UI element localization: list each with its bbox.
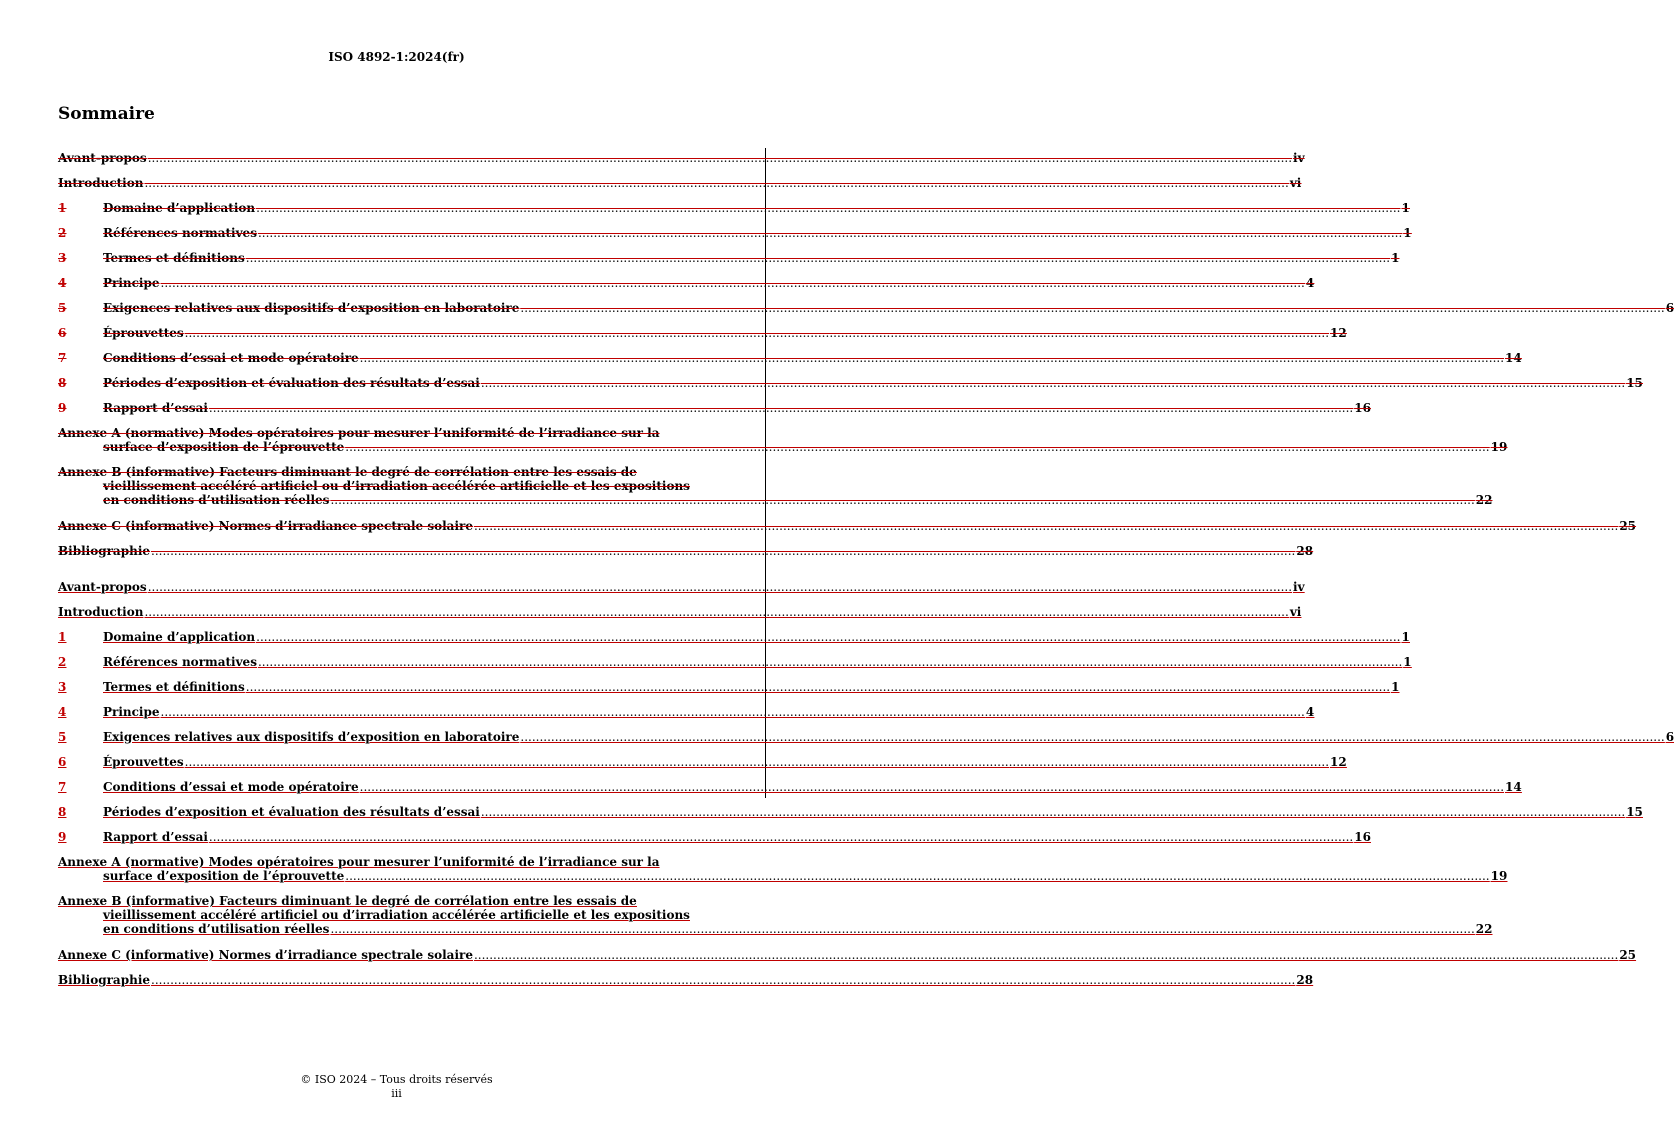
toc-page-number: 19 — [1490, 440, 1508, 454]
toc-entry[interactable] — [58, 705, 1315, 719]
toc-entry[interactable] — [58, 401, 1371, 415]
toc-entry-number: 4 — [58, 276, 67, 290]
toc-dot-leader: ............................................................................................................................................................................................................................................................................................................ — [256, 201, 1401, 215]
toc-dot-leader: ............................................................................................................................................................................................................................................................................................................ — [256, 630, 1401, 644]
toc-page-number: 12 — [1330, 755, 1347, 769]
toc-dot-leader: ............................................................................................................................................................................................................................................................................................................ — [345, 869, 1490, 883]
toc-entry-title: Rapport d’essai — [103, 401, 208, 415]
toc-entry[interactable] — [58, 151, 1305, 165]
toc-entry-title: Conditions d’essai et mode opératoire — [103, 780, 359, 794]
toc-entry[interactable] — [58, 948, 1637, 962]
page-footer — [0, 1073, 793, 1101]
toc-entry-title: Domaine d’application — [103, 630, 256, 644]
toc-dot-leader: ............................................................................................................................................................................................................................................................................................................ — [184, 326, 1330, 340]
toc-entry[interactable] — [58, 519, 1637, 533]
toc-entry[interactable] — [58, 805, 1643, 819]
toc-page-number: 4 — [1305, 705, 1315, 719]
toc-page-number: 1 — [1403, 655, 1412, 669]
toc-entry-number: 3 — [58, 251, 67, 265]
toc-dot-leader: ............................................................................................................................................................................................................................................................................................................ — [359, 780, 1505, 794]
toc-page-number: iv — [1293, 580, 1305, 594]
toc-dot-leader: ............................................................................................................................................................................................................................................................................................................ — [151, 973, 1296, 987]
toc-dot-leader: ............................................................................................................................................................................................................................................................................................................ — [144, 605, 1289, 619]
toc-entry-title: Exigences relatives aux dispositifs d’exposition en laboratoire — [103, 301, 520, 315]
toc-entry[interactable] — [58, 201, 1410, 215]
toc-entry[interactable] — [58, 855, 1508, 883]
toc-page-number: 1 — [1401, 201, 1410, 215]
toc-entry-title: en conditions d’utilisation réelles — [103, 922, 330, 936]
toc-page-number: 16 — [1354, 830, 1371, 844]
toc-entry-title: Bibliographie — [58, 973, 151, 987]
toc-entry-number: 1 — [58, 201, 67, 215]
toc-dot-leader: ............................................................................................................................................................................................................................................................................................................ — [184, 755, 1330, 769]
toc-dot-leader: ............................................................................................................................................................................................................................................................................................................ — [160, 705, 1305, 719]
toc-entry[interactable] — [58, 301, 1674, 315]
toc-dot-leader: ............................................................................................................................................................................................................................................................................................................ — [520, 730, 1665, 744]
toc-dot-leader: ............................................................................................................................................................................................................................................................................................................ — [473, 948, 1619, 962]
page-title: Sommaire — [58, 104, 155, 124]
toc-dot-leader: ............................................................................................................................................................................................................................................................................................................ — [160, 276, 1305, 290]
toc-page-number: 14 — [1505, 780, 1522, 794]
toc-entry[interactable] — [58, 176, 1302, 190]
page-number: iii — [391, 1087, 402, 1100]
toc-page-number: 6 — [1665, 730, 1674, 744]
toc-page-number: vi — [1289, 605, 1302, 619]
toc-dot-leader: ............................................................................................................................................................................................................................................................................................................ — [480, 805, 1626, 819]
toc-dot-leader: ............................................................................................................................................................................................................................................................................................................ — [257, 226, 1403, 240]
toc-entry[interactable] — [58, 326, 1347, 340]
toc-entry-title: Conditions d’essai et mode opératoire — [103, 351, 359, 365]
toc-entry-number: 8 — [58, 376, 67, 390]
toc-dot-leader: ............................................................................................................................................................................................................................................................................................................ — [345, 440, 1490, 454]
toc-entry-title: Annexe A (normative) Modes opératoires pour mesurer l’uniformité de l’irradiance sur la — [58, 855, 660, 869]
toc-entry[interactable] — [58, 465, 1493, 507]
toc-page-number: 15 — [1626, 805, 1643, 819]
toc-page-number: 16 — [1354, 401, 1371, 415]
toc-dot-leader: ............................................................................................................................................................................................................................................................................................................ — [245, 680, 1391, 694]
toc-dot-leader: ............................................................................................................................................................................................................................................................................................................ — [151, 544, 1296, 558]
toc-dot-leader: ............................................................................................................................................................................................................................................................................................................ — [359, 351, 1505, 365]
toc-page-number: 6 — [1665, 301, 1674, 315]
toc-entry[interactable] — [58, 351, 1522, 365]
toc-entry-number: 7 — [58, 351, 67, 365]
toc-entry[interactable] — [58, 605, 1302, 619]
toc-dot-leader: ............................................................................................................................................................................................................................................................................................................ — [480, 376, 1626, 390]
toc-entry-title: Références normatives — [103, 226, 257, 240]
toc-entry-title: Rapport d’essai — [103, 830, 208, 844]
toc-entry-title: vieillissement accéléré artificiel ou d’irradiation accélérée artificielle et les expositions — [103, 908, 690, 922]
toc-entry-title: Annexe C (informative) Normes d’irradiance spectrale solaire — [58, 948, 473, 962]
toc-entry-title: Avant-propos — [58, 580, 147, 594]
toc-entry-number: 3 — [58, 680, 67, 694]
toc-entry-title: Principe — [103, 276, 160, 290]
toc-page-number: 1 — [1391, 680, 1400, 694]
toc-entry-title: en conditions d’utilisation réelles — [103, 493, 330, 507]
toc-entry-number: 9 — [58, 830, 67, 844]
toc-entry-title: vieillissement accéléré artificiel ou d’irradiation accélérée artificielle et les expositions — [103, 479, 690, 493]
toc-page-number: 12 — [1330, 326, 1347, 340]
toc-entry-number: 5 — [58, 301, 67, 315]
toc-entry[interactable] — [58, 894, 1493, 936]
toc-dot-leader: ............................................................................................................................................................................................................................................................................................................ — [208, 401, 1354, 415]
toc-dot-leader: ............................................................................................................................................................................................................................................................................................................ — [245, 251, 1391, 265]
toc-page-number: 28 — [1296, 544, 1314, 558]
toc-dot-leader: ............................................................................................................................................................................................................................................................................................................ — [473, 519, 1619, 533]
toc-entry-title: Annexe A (normative) Modes opératoires pour mesurer l’uniformité de l’irradiance sur la — [58, 426, 660, 440]
toc-dot-leader: ............................................................................................................................................................................................................................................................................................................ — [330, 493, 1475, 507]
toc-entry-number: 2 — [58, 226, 67, 240]
toc-page-number: 19 — [1490, 869, 1508, 883]
toc-dot-leader: ............................................................................................................................................................................................................................................................................................................ — [520, 301, 1665, 315]
toc-dot-leader: ............................................................................................................................................................................................................................................................................................................ — [144, 176, 1289, 190]
toc-page-number: 4 — [1305, 276, 1315, 290]
toc-entry-title: Introduction — [58, 605, 144, 619]
toc-page-number: vi — [1289, 176, 1302, 190]
toc-page-number: iv — [1293, 151, 1305, 165]
toc-entry-title: Introduction — [58, 176, 144, 190]
toc-entry-number: 8 — [58, 805, 67, 819]
toc-entry-number: 1 — [58, 630, 67, 644]
toc-entry[interactable] — [58, 251, 1400, 265]
toc-entry[interactable] — [58, 830, 1371, 844]
toc-entry-title: Termes et définitions — [103, 680, 245, 694]
toc-entry-title: Annexe B (informative) Facteurs diminuant le degré de corrélation entre les essais de — [58, 894, 637, 908]
toc-entry-number: 2 — [58, 655, 67, 669]
toc-entry-title: Périodes d’exposition et évaluation des résultats d’essai — [103, 376, 480, 390]
copyright-notice: © ISO 2024 – Tous droits réservés — [300, 1073, 493, 1086]
toc-entry-number: 4 — [58, 705, 67, 719]
toc-page-number: 25 — [1619, 519, 1637, 533]
toc-page-number: 1 — [1403, 226, 1412, 240]
toc-entry[interactable] — [58, 276, 1315, 290]
toc-entry-title: Éprouvettes — [103, 326, 184, 340]
toc-page-number: 28 — [1296, 973, 1314, 987]
toc-entry-title: Périodes d’exposition et évaluation des résultats d’essai — [103, 805, 480, 819]
toc-entry-number: 5 — [58, 730, 67, 744]
toc-dot-leader: ............................................................................................................................................................................................................................................................................................................ — [208, 830, 1354, 844]
toc-page-number: 1 — [1401, 630, 1410, 644]
toc-entry[interactable] — [58, 730, 1674, 744]
toc-entry[interactable] — [58, 680, 1400, 694]
toc-page-number: 15 — [1626, 376, 1643, 390]
toc-entry-number: 6 — [58, 326, 67, 340]
toc-page-number: 22 — [1475, 493, 1493, 507]
toc-entry[interactable] — [58, 426, 1508, 454]
toc-entry[interactable] — [58, 376, 1643, 390]
toc-entry-title: Termes et définitions — [103, 251, 245, 265]
toc-entry-title: Exigences relatives aux dispositifs d’exposition en laboratoire — [103, 730, 520, 744]
toc-entry-title: Principe — [103, 705, 160, 719]
toc-entry[interactable] — [58, 655, 1412, 669]
toc-dot-leader: ............................................................................................................................................................................................................................................................................................................ — [257, 655, 1403, 669]
document-header: ISO 4892-1:2024(fr) — [328, 50, 465, 64]
toc-entry[interactable] — [58, 973, 1314, 987]
toc-entry-number: 7 — [58, 780, 67, 794]
toc-entry[interactable] — [58, 544, 1314, 558]
toc-entry[interactable] — [58, 755, 1347, 769]
toc-entry[interactable] — [58, 630, 1410, 644]
toc-entry-title: surface d’exposition de l’éprouvette — [103, 869, 345, 883]
toc-entry-number: 6 — [58, 755, 67, 769]
toc-entry-title: Références normatives — [103, 655, 257, 669]
toc-entry-title: Annexe C (informative) Normes d’irradiance spectrale solaire — [58, 519, 473, 533]
toc-entry-title: Domaine d’application — [103, 201, 256, 215]
toc-entry-title: Bibliographie — [58, 544, 151, 558]
toc-dot-leader: ............................................................................................................................................................................................................................................................................................................ — [147, 580, 1293, 594]
toc-entry-title: Avant-propos — [58, 151, 147, 165]
toc-page-number: 1 — [1391, 251, 1400, 265]
toc-entry[interactable] — [58, 580, 1305, 594]
toc-page-number: 25 — [1619, 948, 1637, 962]
change-bar — [765, 148, 766, 798]
toc-page-number: 14 — [1505, 351, 1522, 365]
toc-entry-number: 9 — [58, 401, 67, 415]
toc-dot-leader: ............................................................................................................................................................................................................................................................................................................ — [147, 151, 1293, 165]
toc-entry-title: surface d’exposition de l’éprouvette — [103, 440, 345, 454]
toc-page-number: 22 — [1475, 922, 1493, 936]
toc-entry[interactable] — [58, 226, 1412, 240]
toc-entry-title: Annexe B (informative) Facteurs diminuant le degré de corrélation entre les essais de — [58, 465, 637, 479]
toc-dot-leader: ............................................................................................................................................................................................................................................................................................................ — [330, 922, 1475, 936]
toc-entry-title: Éprouvettes — [103, 755, 184, 769]
toc-entry[interactable] — [58, 780, 1522, 794]
